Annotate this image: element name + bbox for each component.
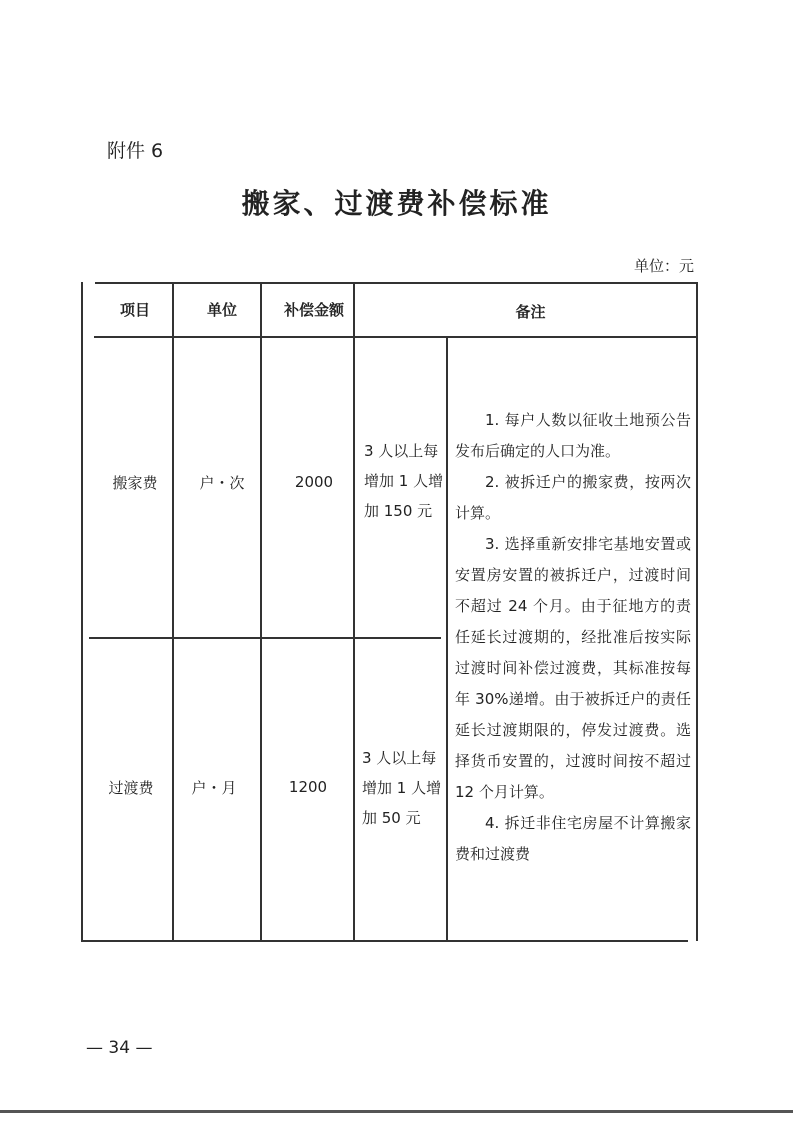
unit-label: 单位：元 <box>633 257 694 275</box>
attachment-label: 附件 6 <box>107 140 164 162</box>
page-title: 搬家、过渡费补偿标准 <box>241 187 552 220</box>
table-row-divider <box>89 637 441 639</box>
remark-1: 1. 每户人数以征收土地预公告发布后确定的人口为准。 <box>455 411 691 460</box>
header-remarks: 备注 <box>515 302 546 321</box>
row2-amount: 1200 <box>288 778 328 796</box>
remarks-block <box>455 405 691 870</box>
header-unit: 单位 <box>206 300 237 319</box>
row1-extra-note: 3 人以上每增加 1 人增加 150 元 <box>364 442 444 520</box>
remark-3: 3. 选择重新安排宅基地安置或安置房安置的被拆迁户，过渡时间不超过 24 个月。由于征地方的责任延长过渡期的，经批准后按实际过渡时间补偿过渡费，其标准按每年 30%递增。由于被拆迁户的责任延长过渡期限的，停发过渡费。选择货币安置的，过渡时间按不超过 12 个月计算。 <box>455 535 691 801</box>
col-divider-1 <box>172 282 174 941</box>
page-number: — 34 — <box>86 1038 153 1058</box>
remark-2: 2. 被拆迁户的搬家费，按两次计算。 <box>455 473 691 522</box>
table-border-left <box>81 282 83 941</box>
table-header-divider <box>94 336 698 338</box>
row1-unit: 户・次 <box>199 473 245 492</box>
row2-item: 过渡费 <box>108 778 154 797</box>
scan-edge <box>0 1110 793 1113</box>
header-amount: 补偿金额 <box>283 300 344 319</box>
remark-4: 4. 拆迁非住宅房屋不计算搬家费和过渡费 <box>455 814 691 863</box>
header-item: 项目 <box>119 300 150 319</box>
row1-amount: 2000 <box>294 473 334 491</box>
row1-item: 搬家费 <box>112 473 158 492</box>
row2-unit: 户・月 <box>191 778 237 797</box>
col-divider-4 <box>446 336 448 941</box>
col-divider-2 <box>260 282 262 941</box>
table-border-right <box>696 282 698 941</box>
col-divider-3 <box>353 282 355 941</box>
row2-extra-note: 3 人以上每增加 1 人增加 50 元 <box>362 749 442 827</box>
